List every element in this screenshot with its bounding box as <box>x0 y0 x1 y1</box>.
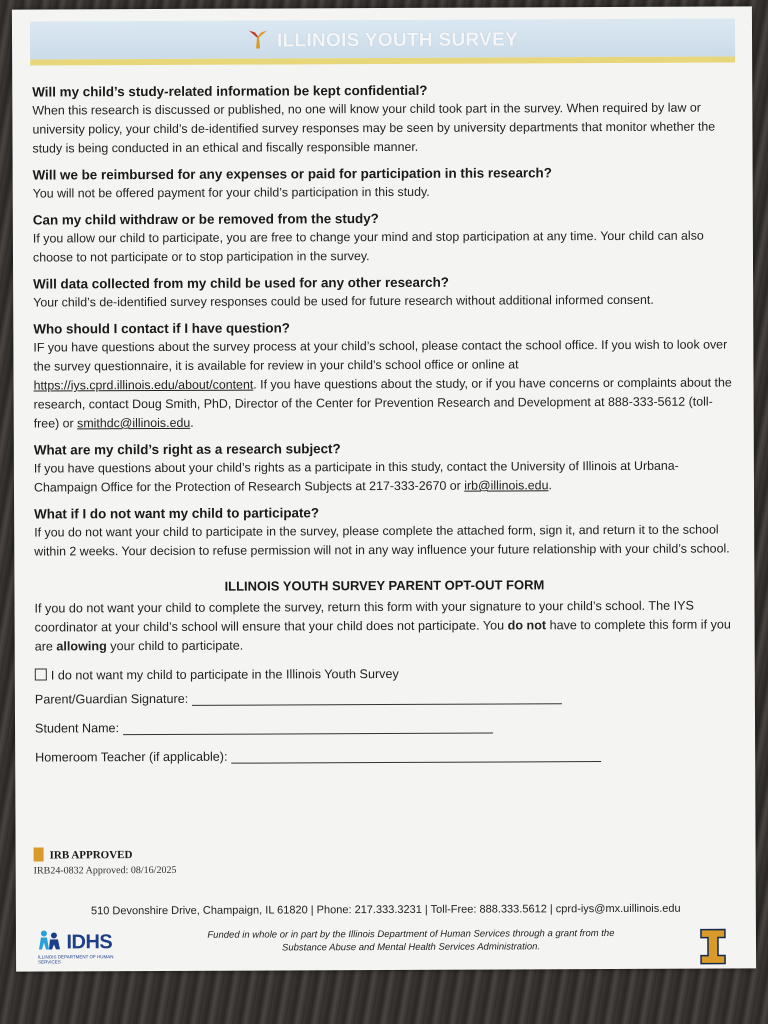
faq-answer: Your child’s de-identified survey responses could be used for future research without additional informed consent. <box>33 292 654 310</box>
irb-approved-row <box>34 847 177 862</box>
irb-number: IRB24-0832 Approved: 08/16/2025 <box>33 864 177 877</box>
faq-answer: If you do not want your child to participate in the survey, please complete the attached form, sign it, and return it to the school within 2 weeks. Your decision to refuse permission will not in any way influence your future relationship with your child’s school. <box>34 522 730 559</box>
faq-confidential <box>32 79 732 158</box>
teacher-field-row <box>35 747 735 769</box>
funding-statement <box>176 927 646 955</box>
header-title: ILLINOIS YOUTH SURVEY <box>276 29 519 52</box>
iys-logo-icon <box>247 28 269 56</box>
opt-out-checkbox-label: I do not want my child to participate in the Illinois Youth Survey <box>50 666 399 683</box>
opt-out-checkbox-row <box>35 665 735 682</box>
student-name-label: Student Name: <box>35 721 120 736</box>
funding-line-1: Funded in whole or in part by the Illinois Department of Human Services through a grant from the <box>207 927 615 941</box>
form-intro-text-3: your child to participate. <box>106 638 244 654</box>
faq-other-research <box>33 271 733 312</box>
faq-opt-out <box>34 501 734 561</box>
irb-approved-text: IRB APPROVED <box>49 849 133 862</box>
survey-document <box>12 6 756 971</box>
idhs-logo <box>38 929 128 964</box>
rights-text-1: If you have questions about your child’s rights as a participate in this study, contact the University of Illinois at Urbana-Champaign Office for the Protection of Research Subjects at 217-333-2670 or <box>33 458 679 495</box>
irb-email-link[interactable]: irb@illinois.edu <box>464 478 549 493</box>
document-body <box>32 79 735 769</box>
form-intro-bold-2: allowing <box>56 639 107 654</box>
funding-line-2: Substance Abuse and Mental Health Services Administration. <box>281 941 541 954</box>
faq-question: What are my child’s right as a research subject? <box>33 441 341 458</box>
faq-withdraw <box>33 207 733 267</box>
faq-question: Will we be reimbursed for any expenses or paid for participation in this research? <box>32 165 552 183</box>
faq-answer: When this research is discussed or published, no one will know your child took part in the survey. When required by law or university policy, your child’s de-identified survey responses may be seen by university departments that monitor whether the study is being conducted in an ethical and fiscally responsible manner. <box>32 100 716 156</box>
form-intro-text-1: If you do not want your child to complete the survey, return this form with your signature to your child’s school. The IYS coordinator at your child’s school will ensure that your child does not participate. You <box>34 598 694 635</box>
header-title-row <box>30 26 735 57</box>
signature-line[interactable] <box>192 691 562 706</box>
survey-content-link[interactable]: https://iys.cprd.illinois.edu/about/content <box>33 377 254 393</box>
opt-out-form-intro <box>34 596 734 656</box>
faq-reimbursement <box>33 162 733 203</box>
opt-out-form-title: ILLINOIS YOUTH SURVEY PARENT OPT-OUT FORM <box>224 577 545 594</box>
faq-question: Who should I contact if I have question? <box>33 320 291 337</box>
form-intro-bold-1: do not <box>507 618 547 633</box>
faq-question: What if I do not want my child to participate? <box>34 505 320 522</box>
faq-question: Will data collected from my child be used for any other research? <box>33 274 449 292</box>
faq-answer: You will not be offered payment for your child’s participation in this study. <box>32 184 430 201</box>
form-intro-text-2: have to complete this form if you are <box>34 617 731 654</box>
student-name-line[interactable] <box>123 721 493 736</box>
contact-text-1: IF you have questions about the survey process at your child’s school, please contact the school office. If you wish to look over the survey questionnaire, it is available for review in your child’s school office or online at <box>33 337 728 374</box>
opt-out-checkbox[interactable] <box>35 668 47 680</box>
faq-answer: If you allow our child to participate, you are free to change your mind and stop participation at any time. Your child can also choose to not participate or to stop participation in the survey. <box>32 228 704 265</box>
rights-text-2: . <box>548 478 552 493</box>
contact-text-2: . If you have questions about the study, or if you have concerns or complaints about the research, contact Doug Smith, PhD, Director of the Center for Prevention Research and Development at 888-333-5612 (toll-free) or <box>33 375 732 431</box>
faq-answer <box>33 335 733 433</box>
irb-stamp <box>34 847 177 877</box>
idhs-wordmark: IDHS <box>66 931 113 954</box>
idhs-subtitle: ILLINOIS DEPARTMENT OF HUMAN SERVICES <box>38 954 114 965</box>
faq-contact <box>33 316 733 433</box>
contact-text-3: . <box>190 415 194 430</box>
student-name-field-row <box>35 718 735 740</box>
faq-rights <box>34 437 734 497</box>
signature-field-row <box>35 689 735 711</box>
idhs-figure-icon <box>38 929 62 956</box>
footer-address: 510 Devonshire Drive, Champaign, IL 61820 | Phone: 217.333.3231 | Toll-Free: 888.333.5612 | cprd-iys@mx.uillinois.edu <box>90 902 681 918</box>
signature-label: Parent/Guardian Signature: <box>34 691 189 707</box>
teacher-line[interactable] <box>231 749 601 764</box>
contact-email-link[interactable]: smithdc@illinois.edu <box>77 415 191 431</box>
faq-question: Will my child’s study-related information be kept confidential? <box>32 82 428 100</box>
faq-question: Can my child withdraw or be removed from the study? <box>32 211 379 228</box>
header-banner <box>30 18 735 59</box>
faq-answer <box>34 456 734 497</box>
illinois-block-i-icon <box>700 929 726 970</box>
teacher-label: Homeroom Teacher (if applicable): <box>35 749 228 765</box>
illinois-i-icon <box>34 847 44 861</box>
